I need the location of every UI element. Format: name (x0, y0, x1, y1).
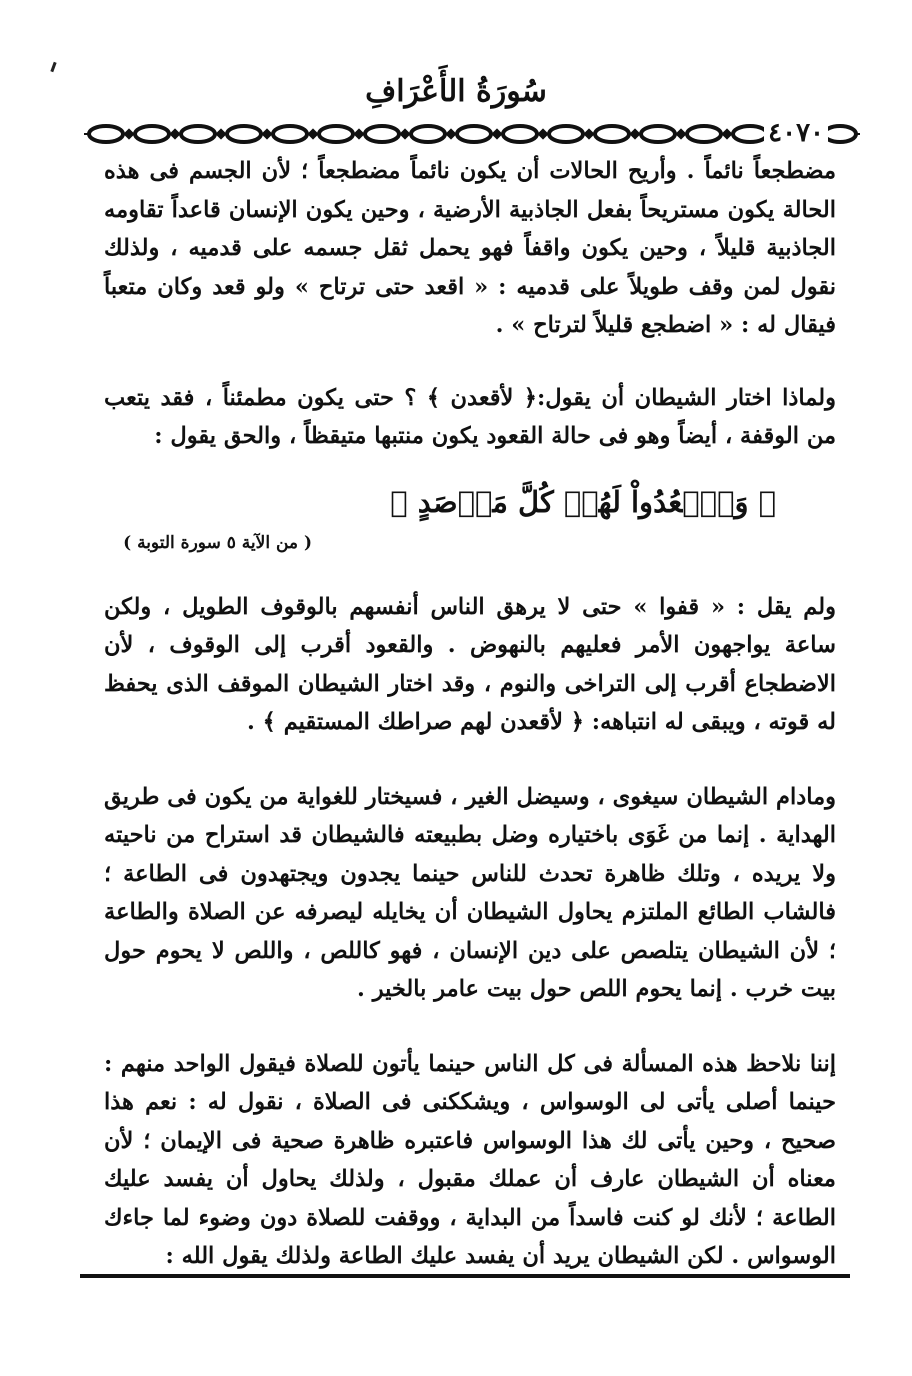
quran-verse: ﴿ وَٱقۡعُدُواْ لَهُمۡ كُلَّ مَرۡصَدٍ ﴾ (390, 484, 776, 519)
chain-diamond (583, 128, 594, 139)
chain-diamond (721, 128, 732, 139)
chain-link (457, 126, 491, 142)
footer-rule (80, 1274, 850, 1278)
paragraph-2: ولماذا اختار الشيطان أن يقول:﴿ لأقعدن ﴾ ؟ حتى يكون مطمئناً ، فقد يتعب من الوقفة ، أيضاً وهو فى حالة القعود يكون منتبها متيقظاً ، والحق يقول : (104, 384, 836, 449)
paragraph-3: ولم يقل : « قفوا » حتى لا يرهق الناس أنفسهم بالوقوف الطويل ، ولكن ساعة يواجهون الأمر فعليهم بالنهوض . والقعود أقرب إلى الوقوف ، لأن الاضطجاع أقرب إلى التراخى والنوم ، وقد اختار الشيطان الموقف الذى يحفظ له قوته ، ويبقى له انتباهه: ﴿ لأقعدن لهم صراطك المستقيم ﴾ . (104, 593, 836, 735)
chain-diamond (123, 128, 134, 139)
chain-link (227, 126, 261, 142)
chain-link (687, 126, 721, 142)
chain-ornament-icon (84, 120, 860, 148)
chain-link (824, 126, 856, 142)
chain-link (273, 126, 307, 142)
chain-diamond (675, 128, 686, 139)
scan-mark (50, 62, 56, 72)
paragraph-5: إننا نلاحظ هذه المسألة فى كل الناس حينما يأتون للصلاة فيقول الواحد منهم : حينما أصلى يأتى لى الوسواس ، ويشككنى فى الصلاة ، نقول له : نعم هذا صحيح ، وحين يأتى لك هذا الوسواس فاعتبره ظاهرة صحية فى الإيمان ؛ لأن معناه أن الشيطان عارف أن عملك مقبول ، ولذلك يحاول أن يفسد عليك الطاعة ؛ لأنك لو كنت فاسداً من البداية ، ووقفت للصلاة دون وضوء لما جاءك الوسواس . لكن الشيطان يريد أن يفسد عليك الطاعة ولذلك يقول الله : (104, 1050, 836, 1269)
paragraph-1: مضطجعاً نائماً . وأريح الحالات أن يكون نائماً مضطجعاً ؛ لأن الجسم فى هذه الحالة يكون مستريحاً بفعل الجاذبية الأرضية ، وحين يكون الإنسان قاعداً تقاومه الجاذبية قليلاً ، وحين يكون واقفاً فهو يحمل ثقل جسمه على قدميه ، ولذلك نقول لمن وقف طويلاً على قدميه : « اقعد حتى ترتاح » ولو قعد وكان متعباً فيقال له : « اضطجع قليلاً لترتاح » . (104, 158, 836, 338)
chain-link (503, 126, 537, 142)
chain-link (135, 126, 169, 142)
chain-diamond (445, 128, 456, 139)
header-ornament-band (84, 120, 860, 148)
chain-diamond (629, 128, 640, 139)
paragraph-4: ومادام الشيطان سيغوى ، وسيضل الغير ، فسيختار للغواية من يكون فى طريق الهداية . إنما من غَوَى باختياره وضل بطبيعته فالشيطان قد استراح من ناحيته ولا يريده ، وتلك ظاهرة تحدث للناس حينما يجدون ويجتهدون فى الطاعة ؛ فالشاب الطائع الملتزم يحاول الشيطان أن يخايله ليصرفه عن الصلاة والطاعة ؛ لأن الشيطان يتلصص على دين الإنسان ، فهو كاللص ، واللص لا يحوم حول بيت خرب . إنما يحوم اللص حول بيت عامر بالخير . (104, 783, 836, 1002)
chain-diamond (353, 128, 364, 139)
chain-link (181, 126, 215, 142)
chain-link (365, 126, 399, 142)
verse-reference: ( من الآية ٥ سورة التوبة ) (123, 532, 312, 553)
chain-link (411, 126, 445, 142)
chain-diamond (169, 128, 180, 139)
chain-link (549, 126, 583, 142)
chain-link (319, 126, 353, 142)
chain-diamond (261, 128, 272, 139)
chain-link (733, 126, 767, 142)
chain-link (89, 126, 123, 142)
page-body (104, 152, 836, 1276)
chain-link (595, 126, 629, 142)
chain-diamond (537, 128, 548, 139)
chain-diamond (491, 128, 502, 139)
chain-diamond (399, 128, 410, 139)
chain-link (641, 126, 675, 142)
page-number: ٤٠٧٠ (764, 116, 828, 150)
chain-diamond (307, 128, 318, 139)
chain-diamond (215, 128, 226, 139)
surah-title: سُورَةُ الأَعْرَافِ (365, 74, 547, 109)
